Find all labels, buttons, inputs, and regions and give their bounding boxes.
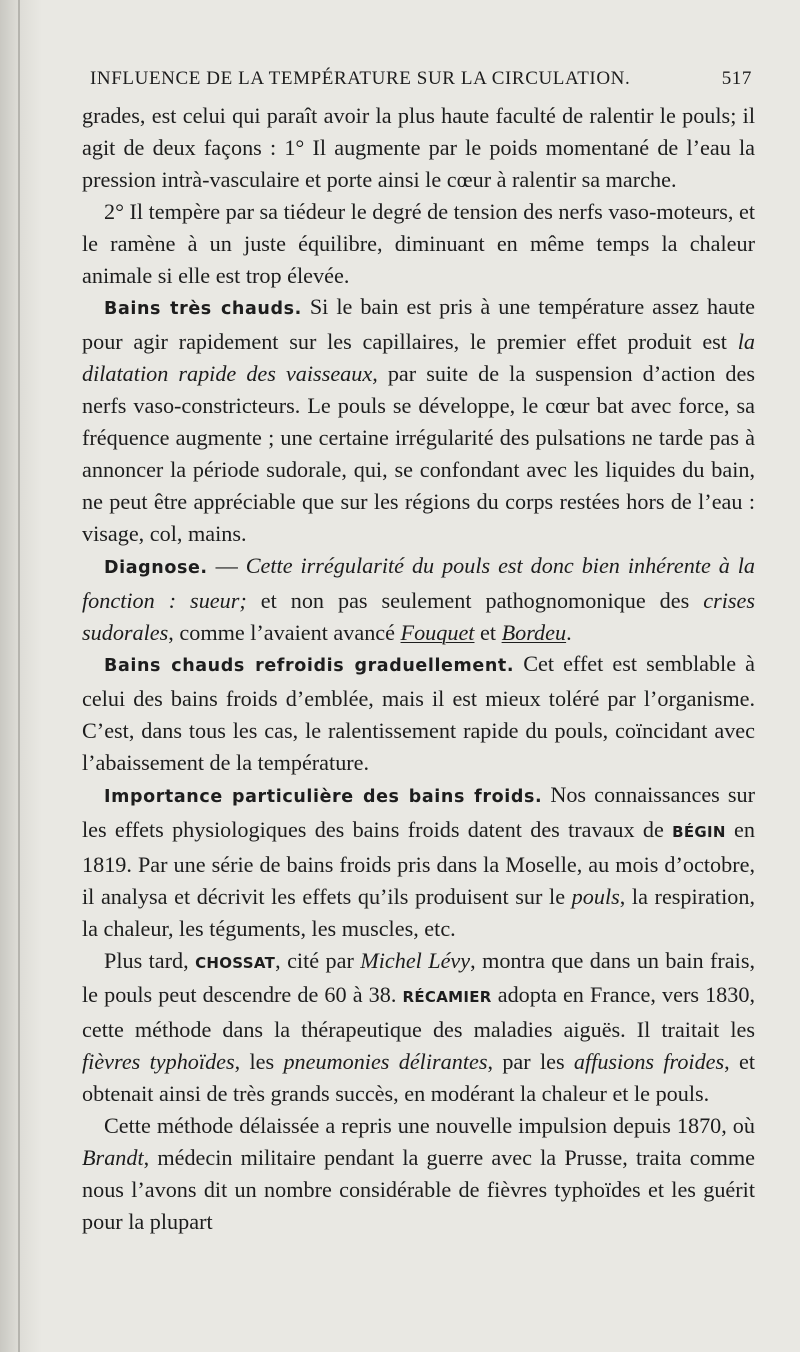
author-name: Fouquet xyxy=(400,619,475,645)
page-header xyxy=(90,68,752,90)
page-shadow xyxy=(0,0,42,1352)
paragraph-continued: grades, est celui qui paraît avoir la plus haute faculté de ralentir le pouls; il agit de deux façons : 1° Il augmente par le poids momentané de l’eau la pression intrà-vasculaire et porte ainsi le cœur à ralentir sa marche. xyxy=(82,103,755,192)
paragraph-diagnose: Diagnose. — Cette irrégularité du pouls est donc bien inhérente à la fonction : sueur; et non pas seulement pathognomonique des crises sudorales, comme l’avaient avancé Fouquet et Bordeu. xyxy=(82,552,756,645)
author-name: RÉCAMIER xyxy=(402,988,492,1007)
paragraph-chossat-recamier: Plus tard, CHOSSAT, cité par Michel Lévy, montra que dans un bain frais, le pouls peut descendre de 60 à 38. RÉCAMIER adopta en France, vers 1830, cette méthode dans la thérapeutique des maladies aiguës. Il traitait les fièvres typhoïdes, les pneumonies délirantes, par les affusions froides, et obtenait ainsi de très grands succès, en modérant la chaleur et le pouls. xyxy=(82,947,756,1107)
section-heading: Bains très chauds. xyxy=(104,299,302,320)
section-heading: Bains chauds refroidis graduellement. xyxy=(104,656,515,677)
paragraph-bains-chauds-refroidis: Bains chauds refroidis graduellement. Cet effet est semblable à celui des bains froids d’emblée, mais il est mieux toléré par l’organisme. C’est, dans tous les cas, le ralentissement rapide du pouls, coïncidant avec l’abaissement de la température. xyxy=(82,651,755,776)
section-heading: Diagnose. xyxy=(104,557,208,578)
page-number: 517 xyxy=(721,68,752,89)
emphasis: la dilatation rapide des vaisseaux, xyxy=(82,329,755,387)
emphasis: pneumonies délirantes xyxy=(283,1049,488,1075)
emphasis: Cette irrégularité du pouls est donc bien inhérente à la fonction : sueur; xyxy=(82,552,756,613)
paragraph-second-effect: 2° Il tempère par sa tiédeur le degré de tension des nerfs vaso-moteurs, et le ramène à un juste équilibre, diminuant en même temps la chaleur animale si elle est trop élevée. xyxy=(82,198,755,288)
paragraph-bains-tres-chauds: Bains très chauds. Si le bain est pris à une température assez haute pour agir rapidement sur les capillaires, le premier effet produit est la dilatation rapide des vaisseaux, par suite de la suspension d’action des nerfs vaso-constricteurs. Le pouls se développe, le cœur bat avec force, sa fréquence augmente ; une certaine irrégularité des pulsations ne tarde pas à annoncer la période sudorale, qui, se confondant avec les liquides du bain, ne peut être appréciable que sur les régions du corps restées hors de l’eau : visage, col, mains. xyxy=(82,294,755,546)
emphasis: affusions froides xyxy=(573,1049,725,1075)
author-name: Michel Lévy xyxy=(360,947,471,973)
paragraph-importance-bains-froids: Importance particulière des bains froids. Nos connaissances sur les effets physiologiques des bains froids datent des travaux de BÉGIN en 1819. Par une série de bains froids pris dans la Moselle, au mois d’octobre, il analysa et décrivit les effets qu’ils produisent sur le pouls, la respiration, la chaleur, les téguments, les muscles, etc. xyxy=(82,782,755,941)
body-text xyxy=(82,100,755,1238)
author-name: BÉGIN xyxy=(672,822,726,841)
author-name: Bordeu xyxy=(501,619,567,645)
author-name: CHOSSAT xyxy=(195,953,276,972)
emphasis: pouls xyxy=(571,883,620,909)
page-edge-line xyxy=(18,0,20,1352)
paragraph-brandt: Cette méthode délaissée a repris une nouvelle impulsion depuis 1870, où Brandt, médecin militaire pendant la guerre avec la Prusse, traita comme nous l’avons dit un nombre considérable de fièvres typhoïdes et les guérit pour la plupart xyxy=(82,1113,755,1234)
running-title: INFLUENCE DE LA TEMPÉRATURE SUR LA CIRCULATION. xyxy=(90,68,631,89)
emphasis: crises sudorales xyxy=(82,587,755,645)
author-name: Brandt xyxy=(82,1145,144,1170)
section-heading: Importance particulière des bains froids. xyxy=(104,787,543,808)
emphasis: fièvres typhoïdes xyxy=(82,1049,235,1075)
